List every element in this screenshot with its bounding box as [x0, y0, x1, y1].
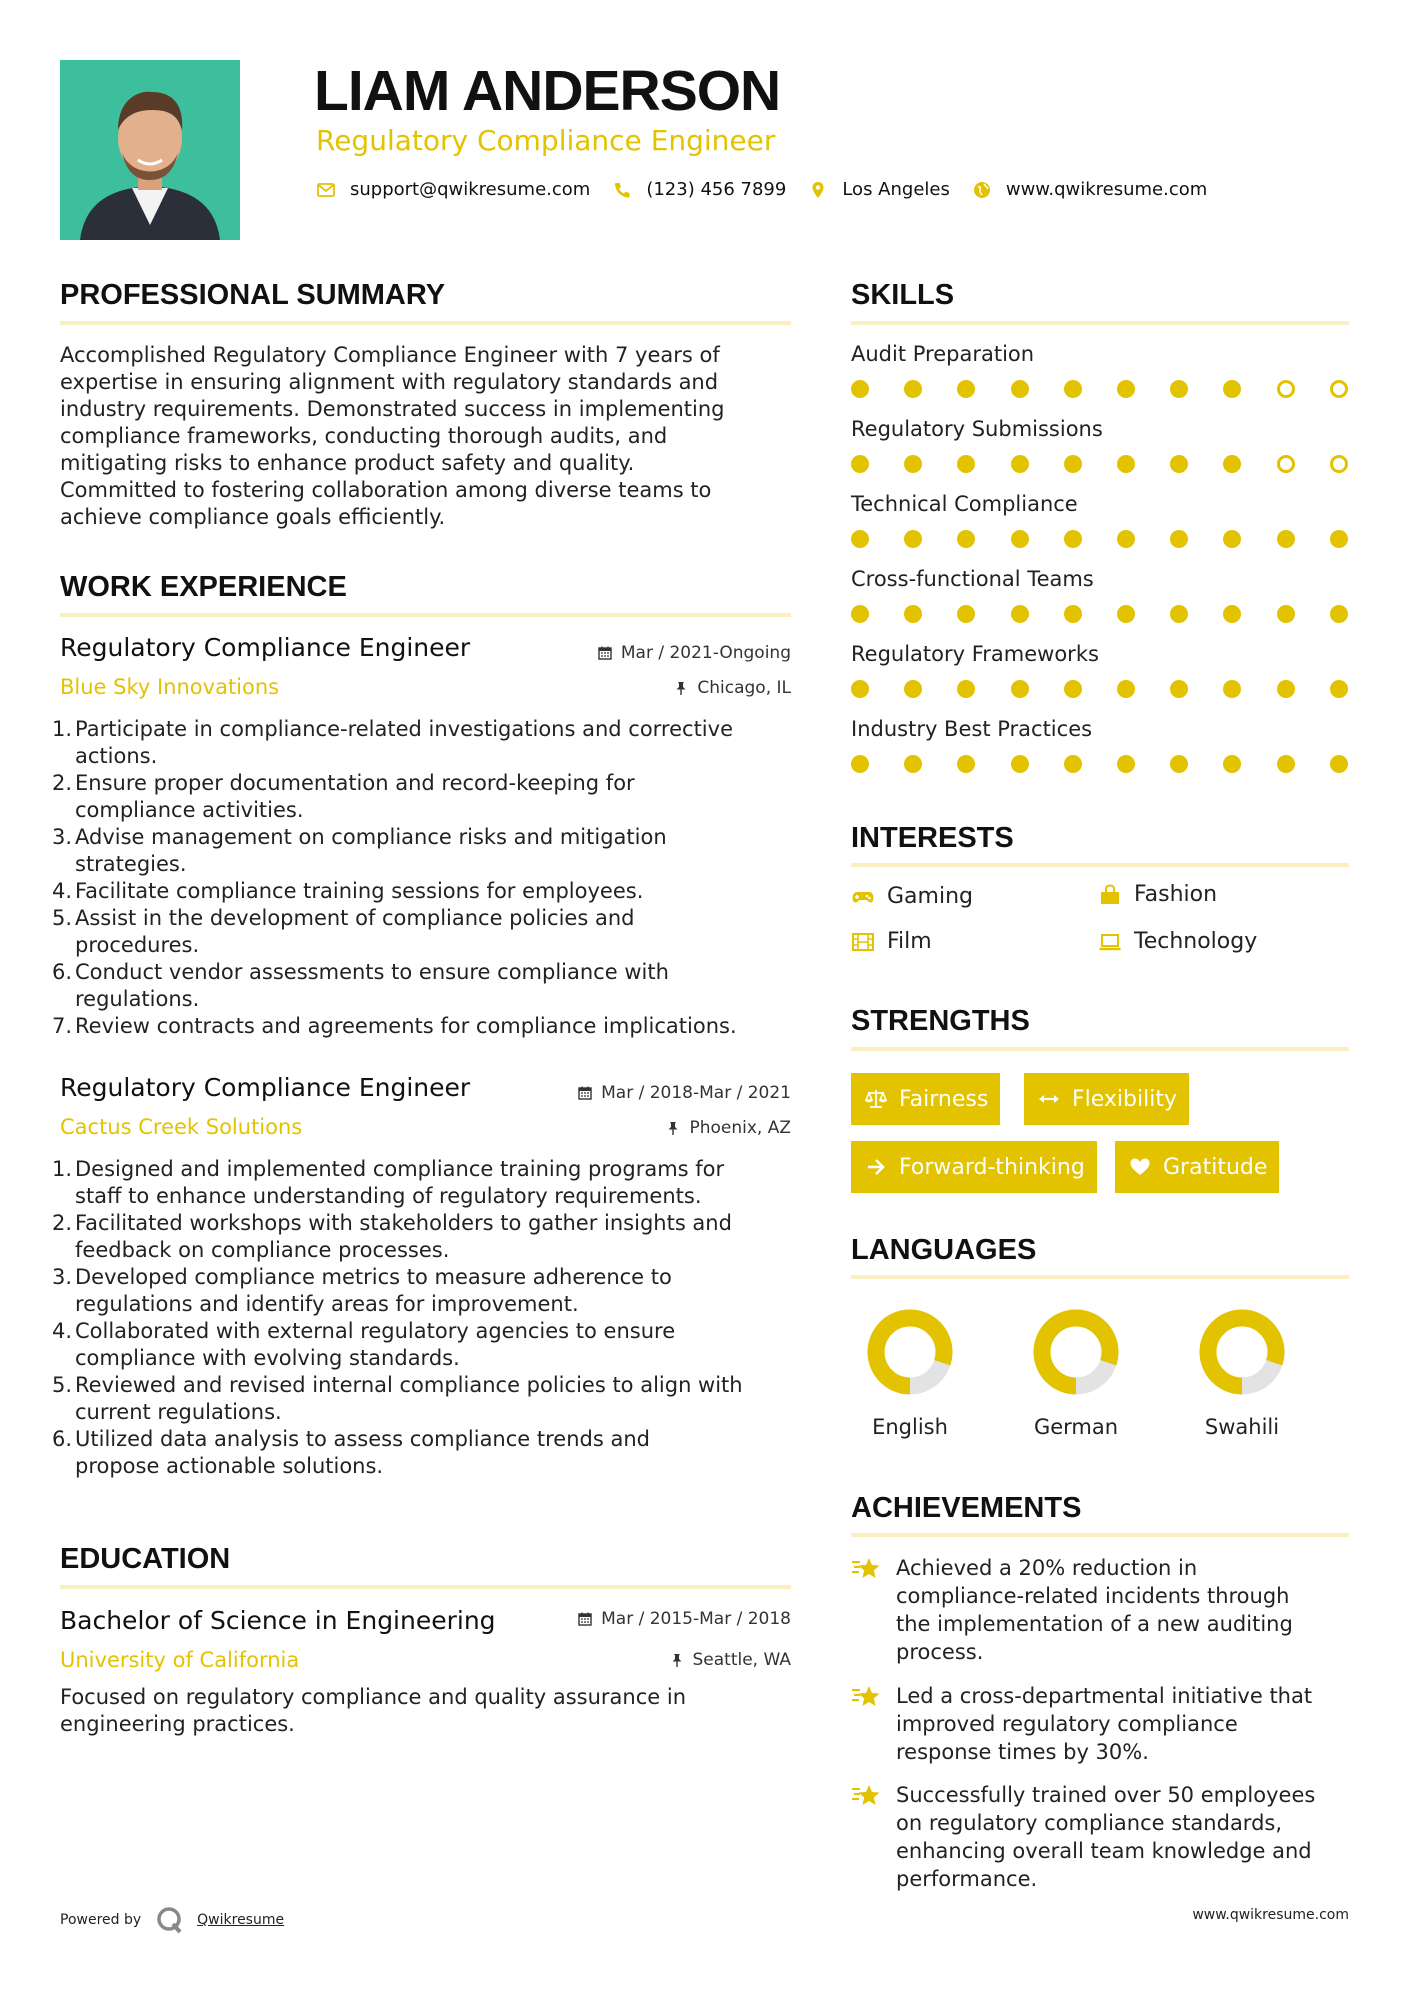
duty-number: 3. — [52, 825, 73, 849]
arrow-right-icon — [865, 1156, 887, 1178]
language-name: Swahili — [1204, 1415, 1280, 1439]
duty-line: Developed compliance metrics to measure adherence to — [75, 1265, 672, 1289]
rating-dot-filled — [1170, 455, 1188, 473]
duty-number: 2. — [52, 1211, 73, 1235]
shopping-bag-icon — [1098, 883, 1122, 907]
achievement-line: enhancing overall team knowledge and — [896, 1839, 1312, 1863]
arrows-horizontal-icon — [1038, 1088, 1060, 1110]
duty-number: 5. — [52, 906, 73, 930]
rating-dot-empty — [1277, 380, 1295, 398]
duty-item — [53, 1318, 793, 1372]
education-divider — [60, 1585, 791, 1589]
experience-heading: WORK EXPERIENCE — [60, 571, 347, 603]
location-text: Los Angeles — [842, 179, 950, 200]
film-icon — [851, 930, 875, 954]
duty-item — [53, 905, 793, 959]
rating-dot-filled — [957, 680, 975, 698]
duty-line: compliance activities. — [75, 798, 304, 822]
achievement-line: the implementation of a new auditing — [896, 1612, 1293, 1636]
rating-dot-filled — [851, 380, 869, 398]
rating-dot-filled — [1330, 530, 1348, 548]
duty-item — [53, 1013, 793, 1040]
duty-text — [71, 878, 793, 905]
skill-item — [851, 717, 1349, 741]
strength-label: Gratitude — [1163, 1154, 1268, 1180]
duty-number: 1. — [52, 717, 73, 741]
interests-heading: INTERESTS — [851, 822, 1014, 854]
duty-text — [71, 1264, 793, 1318]
interest-label: Film — [887, 929, 932, 954]
duty-line: Reviewed and revised internal compliance policies to align with — [75, 1373, 743, 1397]
achievement-text — [896, 1682, 1351, 1766]
skill-name: Industry Best Practices — [851, 717, 1093, 741]
strength-chip — [1024, 1073, 1189, 1125]
interest-item — [851, 929, 932, 954]
strength-label: Fairness — [899, 1086, 989, 1112]
duty-line: Facilitated workshops with stakeholders to gather insights and — [75, 1211, 732, 1235]
rating-dot-filled — [1011, 380, 1029, 398]
rating-dot-filled — [1170, 605, 1188, 623]
duty-item — [53, 878, 793, 905]
skill-name: Cross-functional Teams — [851, 567, 1094, 591]
duty-text — [71, 1426, 793, 1480]
interest-item — [1098, 929, 1257, 954]
rating-dot-filled — [904, 380, 922, 398]
skill-item — [851, 342, 1349, 366]
duty-line: regulations and identify areas for improvement. — [75, 1292, 579, 1316]
degree-title: Bachelor of Science in Engineering — [60, 1606, 496, 1635]
contact-location — [808, 179, 950, 200]
duty-line: procedures. — [75, 933, 200, 957]
brand-link[interactable]: Qwikresume — [197, 1912, 285, 1928]
education-heading: EDUCATION — [60, 1543, 231, 1575]
job-dates — [500, 643, 791, 663]
rating-dot-filled — [1170, 530, 1188, 548]
language-item — [850, 1307, 970, 1439]
duty-line: regulations. — [75, 987, 200, 1011]
rating-dot-filled — [1277, 530, 1295, 548]
rating-dot-filled — [1117, 530, 1135, 548]
rating-dot-filled — [904, 755, 922, 773]
heart-icon — [1129, 1156, 1151, 1178]
duty-number: 1. — [52, 1157, 73, 1181]
rating-dot-filled — [1223, 680, 1241, 698]
contact-bar — [316, 179, 1229, 200]
duty-line: feedback on compliance processes. — [75, 1238, 450, 1262]
duty-line: propose actionable solutions. — [75, 1454, 384, 1478]
rating-dot-filled — [1064, 755, 1082, 773]
rating-dot-filled — [1117, 680, 1135, 698]
skill-name: Regulatory Submissions — [851, 417, 1103, 441]
duty-line: Ensure proper documentation and record-keeping for — [75, 771, 635, 795]
rating-dot-filled — [851, 680, 869, 698]
skill-name: Audit Preparation — [851, 342, 1035, 366]
pushpin-icon — [665, 1120, 681, 1136]
languages-heading: LANGUAGES — [851, 1234, 1037, 1266]
job-location-text: Phoenix, AZ — [689, 1118, 791, 1138]
duty-item — [53, 1156, 793, 1210]
interest-item — [851, 884, 973, 909]
skill-rating — [851, 530, 1349, 550]
interests-divider — [851, 863, 1349, 867]
duty-number: 4. — [52, 879, 73, 903]
job-dates-text: Mar / 2021-Ongoing — [620, 643, 791, 663]
rating-dot-filled — [1330, 755, 1348, 773]
summary-divider — [60, 321, 791, 325]
rating-dot-filled — [1011, 755, 1029, 773]
duty-text — [71, 1156, 793, 1210]
job-duties-list — [53, 716, 793, 1040]
job-dates-text: Mar / 2018-Mar / 2021 — [601, 1083, 791, 1103]
education-line: engineering practices. — [60, 1712, 295, 1736]
duty-text — [71, 959, 793, 1013]
rating-dot-filled — [904, 530, 922, 548]
language-level-donut — [1031, 1307, 1121, 1397]
rating-dot-empty — [1277, 455, 1295, 473]
rating-dot-filled — [1117, 455, 1135, 473]
skill-rating — [851, 680, 1349, 700]
rating-dot-filled — [1277, 605, 1295, 623]
job-dates — [500, 1083, 791, 1103]
achievements-divider — [851, 1533, 1349, 1537]
achievement-line: Successfully trained over 50 employees — [896, 1783, 1316, 1807]
duty-item — [53, 770, 793, 824]
duty-number: 5. — [52, 1373, 73, 1397]
job-location-text: Chicago, IL — [697, 678, 791, 698]
education-location-text: Seattle, WA — [692, 1650, 791, 1670]
duty-number: 3. — [52, 1265, 73, 1289]
rating-dot-filled — [1277, 755, 1295, 773]
contact-phone[interactable] — [612, 179, 786, 200]
rating-dot-filled — [851, 530, 869, 548]
experience-divider — [60, 613, 791, 617]
powered-by-text: Powered by — [60, 1912, 142, 1928]
achievement-text — [896, 1554, 1351, 1666]
summary-line: Committed to fostering collaboration among diverse teams to — [60, 478, 712, 502]
skill-item — [851, 492, 1349, 516]
skill-rating — [851, 455, 1349, 475]
powered-by — [60, 1905, 284, 1935]
language-level-donut — [1197, 1307, 1287, 1397]
duty-number: 6. — [52, 960, 73, 984]
job-title: Regulatory Compliance Engineer — [60, 1073, 471, 1102]
rating-dot-filled — [851, 455, 869, 473]
education-line: Focused on regulatory compliance and quality assurance in — [60, 1685, 687, 1709]
rating-dot-filled — [1064, 380, 1082, 398]
rating-dot-filled — [851, 605, 869, 623]
duty-line: Utilized data analysis to assess compliance trends and — [75, 1427, 650, 1451]
duty-line: staff to enhance understanding of regulatory requirements. — [75, 1184, 702, 1208]
pushpin-icon — [669, 1652, 685, 1668]
skill-rating — [851, 380, 1349, 400]
skill-name: Regulatory Frameworks — [851, 642, 1099, 666]
footer-url[interactable]: www.qwikresume.com — [1192, 1907, 1349, 1923]
education-description — [60, 1684, 791, 1738]
qwikresume-logo-icon — [155, 1905, 185, 1935]
duty-line: compliance with evolving standards. — [75, 1346, 460, 1370]
language-name: English — [872, 1415, 948, 1439]
strength-label: Forward-thinking — [899, 1154, 1085, 1180]
star-award-icon — [851, 1556, 881, 1582]
rating-dot-filled — [957, 455, 975, 473]
interest-label: Technology — [1134, 929, 1258, 954]
rating-dot-filled — [1170, 680, 1188, 698]
education-dates — [500, 1609, 791, 1629]
duty-text — [71, 1372, 793, 1426]
contact-website[interactable] — [972, 179, 1207, 200]
duty-number: 6. — [52, 1427, 73, 1451]
rating-dot-filled — [1117, 755, 1135, 773]
email-text: support@qwikresume.com — [350, 179, 591, 200]
skill-item — [851, 642, 1349, 666]
person-portrait-icon — [60, 60, 240, 240]
rating-dot-empty — [1330, 380, 1348, 398]
rating-dot-filled — [957, 530, 975, 548]
language-item — [1182, 1307, 1302, 1439]
achievement-line: response times by 30%. — [896, 1740, 1149, 1764]
summary-line: compliance frameworks, conducting thorough audits, and — [60, 424, 668, 448]
duty-line: Conduct vendor assessments to ensure compliance with — [75, 960, 669, 984]
language-name: German — [1033, 1415, 1119, 1439]
job-title: Regulatory Compliance Engineer — [60, 633, 471, 662]
strengths-divider — [851, 1047, 1349, 1051]
strength-label: Flexibility — [1072, 1086, 1177, 1112]
summary-line: mitigating risks to enhance product safety and quality. — [60, 451, 635, 475]
summary-line: achieve compliance goals efficiently. — [60, 505, 446, 529]
achievement-text — [896, 1781, 1351, 1893]
duty-text — [71, 770, 793, 824]
achievement-line: Led a cross-departmental initiative that — [896, 1684, 1313, 1708]
rating-dot-filled — [1117, 380, 1135, 398]
achievement-line: Achieved a 20% reduction in — [896, 1556, 1198, 1580]
rating-dot-filled — [1330, 605, 1348, 623]
duty-line: actions. — [75, 744, 158, 768]
summary-text — [60, 342, 791, 531]
duty-item — [53, 959, 793, 1013]
calendar-icon — [597, 645, 613, 661]
rating-dot-filled — [1223, 380, 1241, 398]
candidate-name: LIAM ANDERSON — [314, 59, 781, 123]
rating-dot-filled — [904, 455, 922, 473]
language-item — [1016, 1307, 1136, 1439]
rating-dot-filled — [957, 380, 975, 398]
duty-item — [53, 1210, 793, 1264]
rating-dot-filled — [1064, 455, 1082, 473]
duty-item — [53, 824, 793, 878]
laptop-icon — [1098, 930, 1122, 954]
summary-line: Accomplished Regulatory Compliance Engineer with 7 years of — [60, 343, 720, 367]
star-award-icon — [851, 1783, 881, 1809]
rating-dot-filled — [904, 680, 922, 698]
strengths-heading: STRENGTHS — [851, 1005, 1030, 1037]
achievement-line: on regulatory compliance standards, — [896, 1811, 1283, 1835]
rating-dot-filled — [1223, 455, 1241, 473]
interest-label: Fashion — [1134, 882, 1218, 907]
duty-line: Advise management on compliance risks and mitigation — [75, 825, 667, 849]
rating-dot-filled — [1011, 455, 1029, 473]
language-level-donut — [865, 1307, 955, 1397]
duty-line: strategies. — [75, 852, 187, 876]
calendar-icon — [577, 1085, 593, 1101]
star-award-icon — [851, 1684, 881, 1710]
job-location — [500, 1118, 791, 1138]
summary-line: expertise in ensuring alignment with regulatory standards and — [60, 370, 719, 394]
rating-dot-filled — [1011, 530, 1029, 548]
phone-text: (123) 456 7899 — [646, 179, 787, 200]
strength-chip — [851, 1073, 1000, 1125]
rating-dot-empty — [1330, 455, 1348, 473]
duty-line: Designed and implemented compliance training programs for — [75, 1157, 725, 1181]
education-location — [500, 1650, 791, 1670]
pushpin-icon — [673, 680, 689, 696]
school-name: University of California — [60, 1648, 300, 1672]
duty-number: 7. — [52, 1014, 73, 1038]
languages-divider — [851, 1275, 1349, 1279]
profile-photo — [60, 60, 240, 240]
phone-icon — [612, 180, 632, 200]
candidate-role: Regulatory Compliance Engineer — [316, 124, 776, 157]
rating-dot-filled — [957, 605, 975, 623]
duty-line: Participate in compliance-related investigations and corrective — [75, 717, 733, 741]
duty-item — [53, 1426, 793, 1480]
achievement-line: improved regulatory compliance — [896, 1712, 1238, 1736]
duty-item — [53, 1264, 793, 1318]
rating-dot-filled — [851, 755, 869, 773]
rating-dot-filled — [1064, 605, 1082, 623]
skills-heading: SKILLS — [851, 279, 955, 311]
website-text: www.qwikresume.com — [1005, 179, 1208, 200]
rating-dot-filled — [1223, 530, 1241, 548]
rating-dot-filled — [1170, 755, 1188, 773]
duty-number: 4. — [52, 1319, 73, 1343]
achievement-line: performance. — [896, 1867, 1038, 1891]
rating-dot-filled — [957, 755, 975, 773]
interest-item — [1098, 882, 1217, 907]
balance-scale-icon — [865, 1088, 887, 1110]
skill-name: Technical Compliance — [851, 492, 1078, 516]
rating-dot-filled — [1117, 605, 1135, 623]
job-company: Blue Sky Innovations — [60, 675, 280, 699]
calendar-icon — [577, 1611, 593, 1627]
globe-icon — [972, 180, 992, 200]
skill-item — [851, 417, 1349, 441]
duty-text — [71, 905, 793, 959]
rating-dot-filled — [1223, 605, 1241, 623]
duty-item — [53, 716, 793, 770]
achievement-line: compliance-related incidents through — [896, 1584, 1290, 1608]
duty-line: Review contracts and agreements for compliance implications. — [75, 1014, 737, 1038]
map-pin-icon — [808, 180, 828, 200]
duty-line: Collaborated with external regulatory agencies to ensure — [75, 1319, 676, 1343]
duty-text — [71, 1013, 793, 1040]
summary-heading: PROFESSIONAL SUMMARY — [60, 279, 446, 311]
duty-item — [53, 1372, 793, 1426]
rating-dot-filled — [1064, 680, 1082, 698]
achievement-line: process. — [896, 1640, 984, 1664]
duty-line: current regulations. — [75, 1400, 282, 1424]
rating-dot-filled — [1011, 680, 1029, 698]
duty-text — [71, 824, 793, 878]
job-company: Cactus Creek Solutions — [60, 1115, 303, 1139]
interest-label: Gaming — [887, 884, 973, 909]
skill-item — [851, 567, 1349, 591]
job-duties-list — [53, 1156, 793, 1480]
summary-line: industry requirements. Demonstrated success in implementing — [60, 397, 725, 421]
rating-dot-filled — [1330, 680, 1348, 698]
contact-email[interactable] — [316, 179, 590, 200]
achievements-heading: ACHIEVEMENTS — [851, 1492, 1082, 1524]
skill-rating — [851, 605, 1349, 625]
strength-chip — [1115, 1141, 1279, 1193]
duty-text — [71, 1318, 793, 1372]
rating-dot-filled — [1170, 380, 1188, 398]
strength-chip — [851, 1141, 1097, 1193]
rating-dot-filled — [1223, 755, 1241, 773]
rating-dot-filled — [1277, 680, 1295, 698]
skill-rating — [851, 755, 1349, 775]
skills-divider — [851, 321, 1349, 325]
rating-dot-filled — [1011, 605, 1029, 623]
duty-text — [71, 1210, 793, 1264]
job-location — [500, 678, 791, 698]
duty-line: Facilitate compliance training sessions for employees. — [75, 879, 644, 903]
duty-line: Assist in the development of compliance policies and — [75, 906, 635, 930]
rating-dot-filled — [1064, 530, 1082, 548]
rating-dot-filled — [904, 605, 922, 623]
gamepad-icon — [851, 885, 875, 909]
duty-text — [71, 716, 793, 770]
education-dates-text: Mar / 2015-Mar / 2018 — [601, 1609, 791, 1629]
duty-number: 2. — [52, 771, 73, 795]
envelope-icon — [316, 180, 336, 200]
